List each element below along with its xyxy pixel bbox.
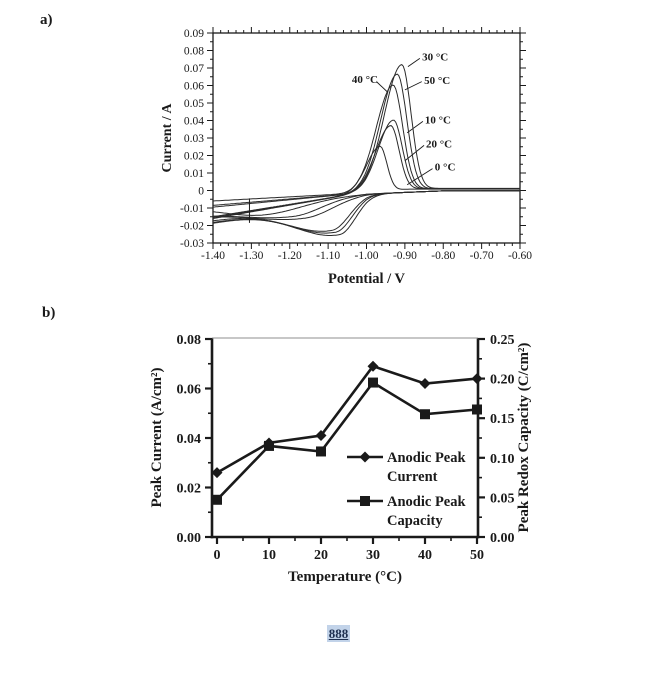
svg-text:-0.60: -0.60 [508, 250, 532, 262]
svg-text:-0.03: -0.03 [180, 238, 204, 250]
svg-text:0.00: 0.00 [490, 531, 515, 546]
svg-text:0.05: 0.05 [490, 491, 515, 507]
svg-text:0.15: 0.15 [490, 412, 515, 428]
svg-text:0.02: 0.02 [176, 481, 201, 497]
svg-text:0.25: 0.25 [490, 333, 515, 348]
svg-text:-1.30: -1.30 [239, 250, 264, 262]
page-footer [14, 625, 649, 643]
svg-text:40: 40 [418, 548, 432, 563]
svg-text:-0.01: -0.01 [180, 203, 204, 215]
svg-text:-1.20: -1.20 [277, 250, 302, 262]
svg-text:-0.02: -0.02 [180, 220, 204, 233]
cv-curve-0C [213, 146, 520, 215]
curve-label-0C: 0 °C [434, 161, 456, 174]
svg-text:-0.80: -0.80 [431, 250, 456, 262]
svg-text:0.02: 0.02 [183, 150, 204, 163]
curve-label-50C: 50 °C [424, 74, 451, 87]
svg-text:0.06: 0.06 [183, 80, 204, 93]
curve-label-40C: 40 °C [351, 74, 379, 87]
svg-text:0.07: 0.07 [183, 63, 204, 75]
peak-current-capacity-chart [0, 300, 649, 600]
svg-text:0.01: 0.01 [183, 168, 204, 180]
svg-text:Anodic Peak: Anodic Peak [387, 450, 466, 466]
svg-text:-1.10: -1.10 [316, 250, 341, 262]
page-number-field[interactable]: 888 [328, 626, 349, 641]
svg-text:Peak Current (A/cm²): Peak Current (A/cm²) [149, 367, 165, 508]
series-anodic-peak-capacity [212, 378, 482, 505]
curve-label-20C: 20 °C [425, 138, 453, 151]
svg-text:0.08: 0.08 [183, 45, 204, 58]
svg-text:-1.00: -1.00 [354, 250, 379, 262]
svg-text:-1.40: -1.40 [201, 250, 225, 262]
panel-b-label: b) [42, 305, 56, 321]
svg-text:0.09: 0.09 [183, 28, 204, 40]
curve-label-30C: 30 °C [422, 51, 449, 64]
svg-text:0.20: 0.20 [490, 372, 515, 388]
svg-text:0.04: 0.04 [183, 115, 204, 128]
svg-text:0.08: 0.08 [176, 333, 201, 348]
svg-text:50: 50 [470, 548, 484, 563]
svg-text:30: 30 [366, 548, 380, 563]
cyclic-voltammogram-chart [0, 0, 649, 300]
legend [347, 450, 466, 529]
svg-text:Peak Redox Capacity (C/cm²): Peak Redox Capacity (C/cm²) [516, 342, 532, 533]
svg-text:Current / A: Current / A [160, 103, 175, 173]
curve-label-10C: 10 °C [424, 114, 451, 127]
svg-text:0.06: 0.06 [176, 382, 201, 398]
svg-text:0: 0 [198, 185, 204, 198]
svg-text:0.05: 0.05 [183, 98, 204, 110]
svg-text:0: 0 [213, 548, 221, 563]
svg-text:0.03: 0.03 [183, 133, 204, 145]
svg-text:Anodic Peak: Anodic Peak [387, 494, 466, 510]
svg-text:10: 10 [262, 548, 276, 563]
svg-text:0.10: 0.10 [490, 451, 515, 467]
svg-text:-0.90: -0.90 [392, 250, 417, 262]
svg-text:0.04: 0.04 [176, 432, 201, 447]
svg-text:0.00: 0.00 [176, 531, 201, 546]
svg-text:20: 20 [314, 548, 328, 563]
svg-text:Temperature (°C): Temperature (°C) [288, 569, 402, 585]
cv-curve-20C [213, 126, 520, 220]
svg-text:Potential / V: Potential / V [327, 271, 406, 287]
svg-text:-0.70: -0.70 [469, 250, 494, 262]
svg-text:Current: Current [387, 469, 438, 485]
svg-text:Capacity: Capacity [387, 513, 443, 529]
panel-a-label: a) [40, 12, 53, 28]
cv-curve-40C [213, 85, 520, 231]
